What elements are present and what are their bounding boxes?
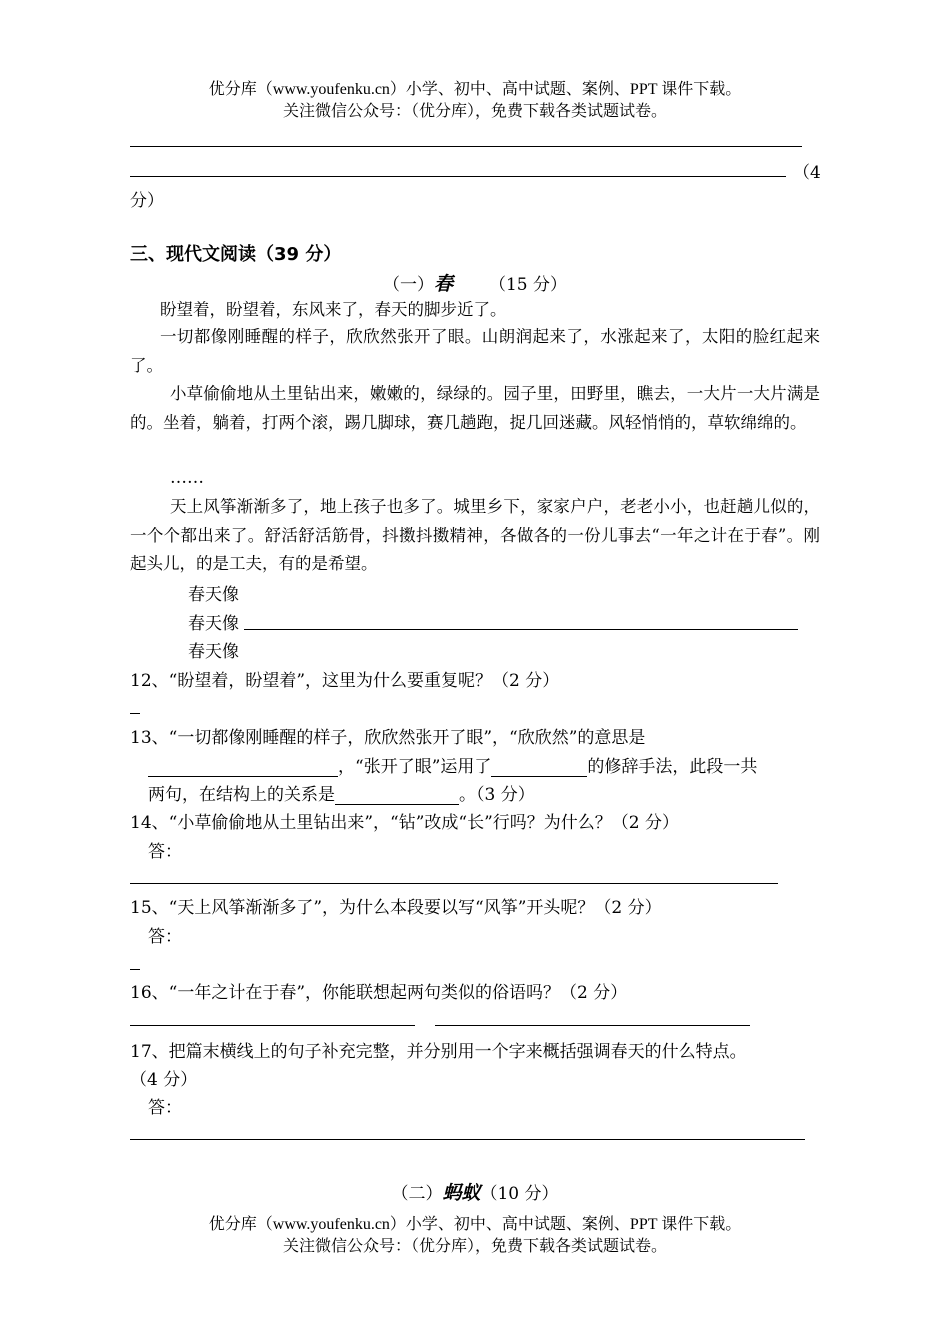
passage-paragraph: 一切都像刚睡醒的样子，欣欣然张开了眼。山朗润起来了，水涨起来了，太阳的脸红起来了。: [130, 327, 820, 375]
part2-name: 蚂蚁: [442, 1182, 481, 1204]
question-16: 16、“一年之计在于春”，你能联想起两句类似的俗语吗？（2 分）: [130, 983, 628, 1003]
passage-paragraph: 小草偷偷地从土里钻出来，嫩嫩的，绿绿的。园子里，田野里，瞧去，一大片一大片满是的。坐着，躺着，打两个滚，踢几脚球，赛几趟跑，捉几回迷藏。风轻悄悄的，草软绵绵的。: [130, 384, 820, 432]
part1-score: （15 分）: [488, 275, 568, 295]
part1-heading: [0, 269, 950, 296]
answer-line: [130, 1139, 805, 1140]
question-17: 17、把篇末横线上的句子补充完整，并分别用一个字来概括强调春天的什么特点。: [130, 1042, 747, 1062]
section-title: 三、现代文阅读（39 分）: [130, 244, 342, 265]
answer-line: [130, 146, 802, 147]
question-14: 14、“小草偷偷地从土里钻出来”，“钻”改成“长”行吗？为什么？（2 分）: [130, 813, 679, 833]
site-header-line1: 优分库（www.youfenku.cn）小学、初中、高中试题、案例、PPT 课件下载。: [208, 81, 742, 98]
answer-line: [130, 969, 140, 970]
score-label: 分）: [130, 191, 164, 211]
site-footer-line2: 关注微信公众号：（优分库），免费下载各类试题试卷。: [282, 1238, 667, 1255]
blank[interactable]: [148, 758, 338, 777]
blank[interactable]: [491, 758, 587, 777]
answer-label: 答：: [148, 927, 182, 947]
answer-line: [244, 629, 798, 630]
answer-line: [130, 883, 778, 884]
part1-name: 春: [433, 273, 453, 295]
passage-paragraph: 盼望着，盼望着，东风来了，春天的脚步近了。: [160, 300, 507, 319]
answer-line: [435, 1025, 750, 1026]
question-12: 12、“盼望着，盼望着”，这里为什么要重复呢？（2 分）: [130, 671, 560, 691]
spring-line: 春天像: [188, 585, 239, 605]
question-13: 13、“一切都像刚睡醒的样子，欣欣然张开了眼”，“欣欣然”的意思是: [130, 728, 646, 748]
answer-line: [130, 176, 786, 177]
answer-label: 答：: [148, 1098, 182, 1118]
blank[interactable]: [335, 786, 459, 805]
answer-line: [130, 1025, 415, 1026]
part1-prefix: （一）: [382, 275, 434, 295]
question-17-score: （4 分）: [130, 1070, 198, 1090]
answer-line: [130, 713, 140, 714]
question-13-cont: ，“张开了眼”运用了 的修辞手法，此段一共: [148, 752, 757, 777]
part2-prefix: （二）: [391, 1184, 443, 1204]
answer-label: 答：: [148, 842, 182, 862]
passage-ellipsis: ……: [170, 468, 204, 488]
question-13-cont: 两句，在结构上的关系是 。（3 分）: [148, 785, 535, 805]
part2-heading: [0, 1178, 950, 1205]
question-15: 15、“天上风筝渐渐多了”，为什么本段要以写“风筝”开头呢？（2 分）: [130, 898, 662, 918]
site-header-line2: 关注微信公众号：（优分库），免费下载各类试题试卷。: [282, 103, 667, 120]
spring-line: 春天像: [188, 642, 239, 662]
passage-paragraph: 天上风筝渐渐多了，地上孩子也多了。城里乡下，家家户户，老老小小，也赶趟儿似的，一个个都出来了。舒活舒活筋骨，抖擞抖擞精神，各做各的一份儿事去“一年之计在于春”。刚起头儿，的是工夫，有的是希望。: [130, 497, 820, 573]
spring-line: 春天像: [188, 614, 239, 634]
score-label: （4: [793, 163, 821, 183]
part2-score: （10 分）: [480, 1184, 559, 1204]
site-footer-line1: 优分库（www.youfenku.cn）小学、初中、高中试题、案例、PPT 课件下载。: [208, 1216, 742, 1233]
